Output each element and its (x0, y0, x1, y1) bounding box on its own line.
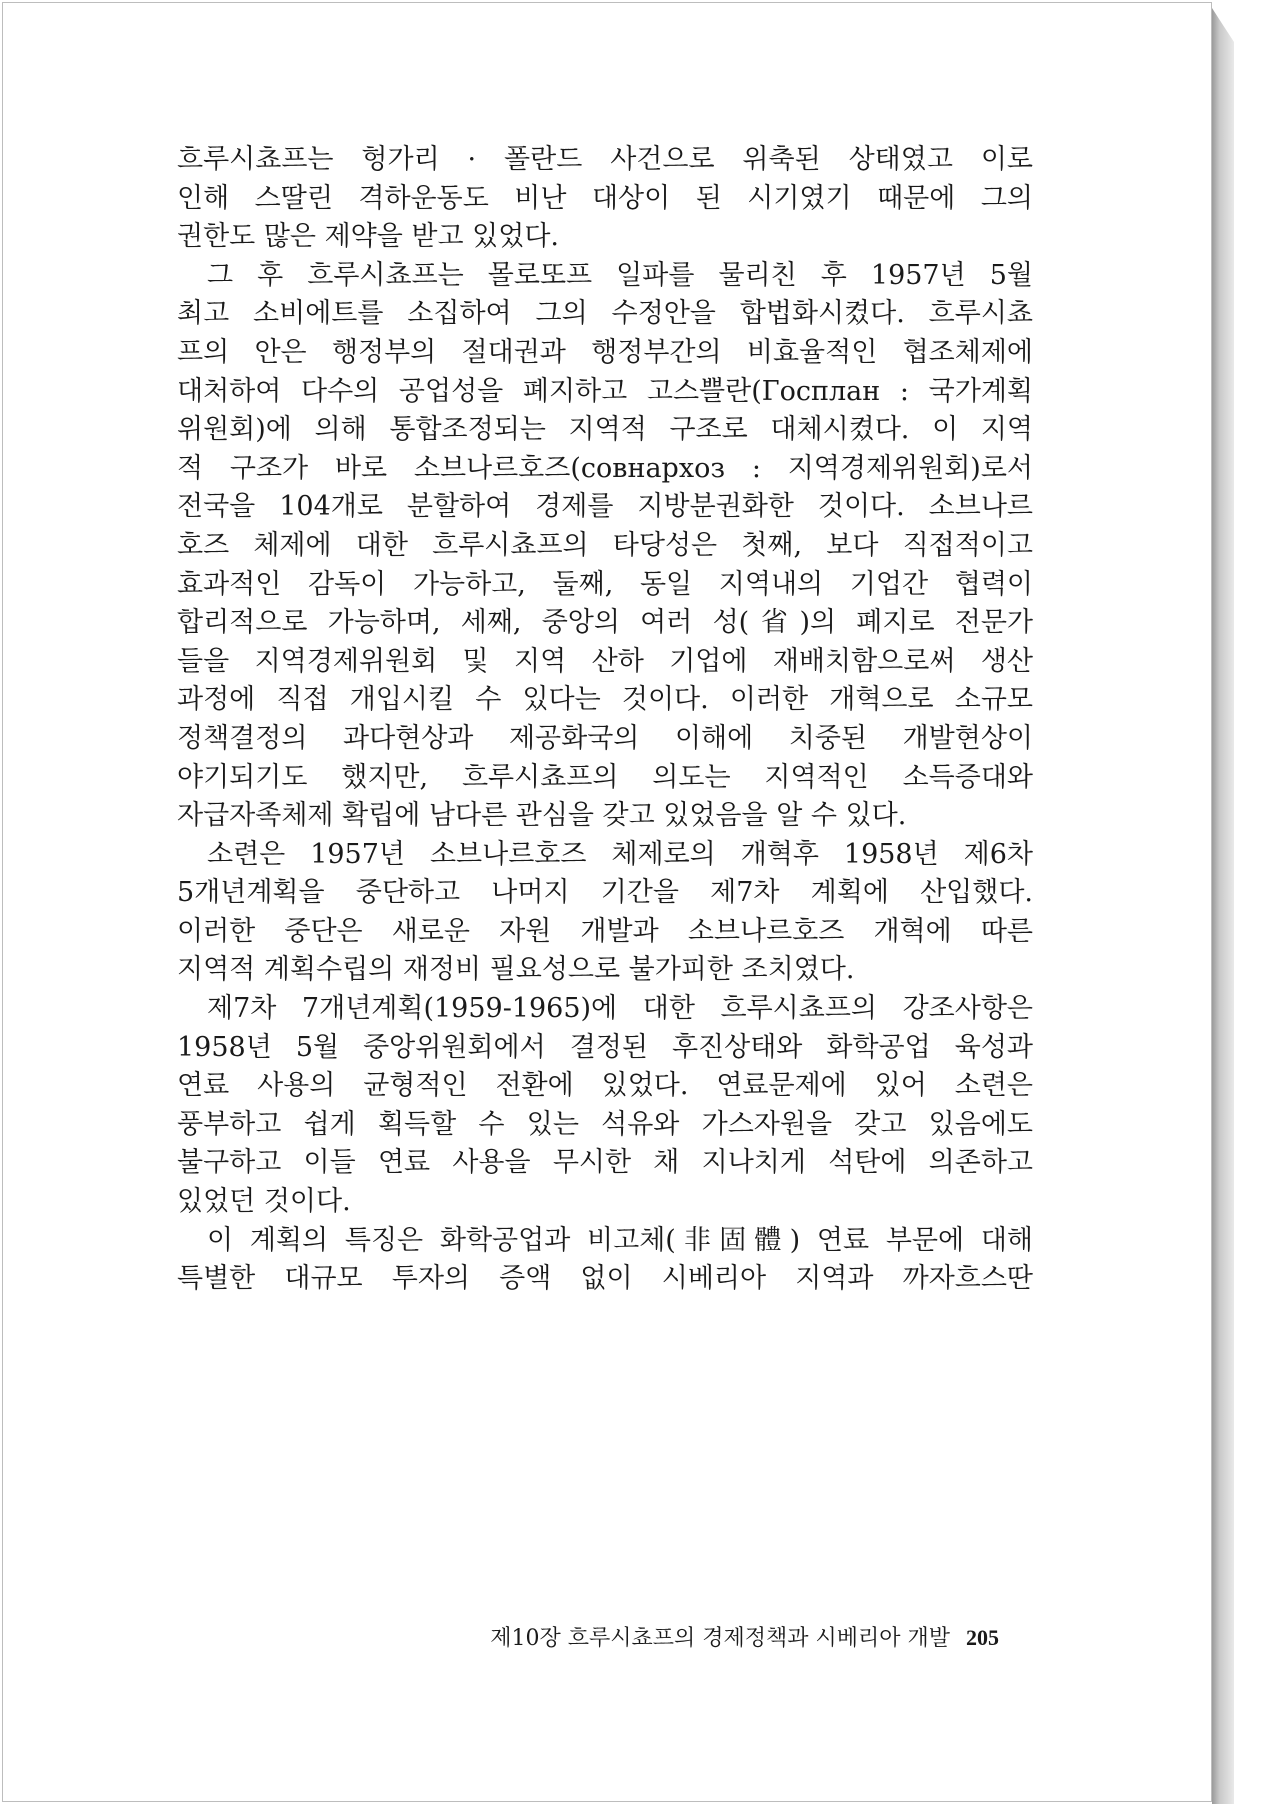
text-line: 위원회)에 의해 통합조정되는 지역적 구조로 대체시켰다. 이 지역 (177, 414, 1033, 446)
text-line: 제7차 7개년계획(1959-1965)에 대한 흐루시쵸프의 강조사항은 (207, 993, 1033, 1025)
text-line: 야기되기도 했지만, 흐루시쵸프의 의도는 지역적인 소득증대와 (177, 761, 1033, 793)
text-line: 이러한 중단은 새로운 자원 개발과 소브나르호즈 개혁에 따른 (177, 915, 1033, 947)
text-line: 최고 소비에트를 소집하여 그의 수정안을 합법화시켰다. 흐루시쵸 (177, 298, 1033, 330)
text-line: 정책결정의 과다현상과 제공화국의 이해에 치중된 개발현상이 (177, 722, 1033, 754)
text-line: 소련은 1957년 소브나르호즈 체제로의 개혁후 1958년 제6차 (207, 838, 1033, 870)
text-line: 효과적인 감독이 가능하고, 둘째, 동일 지역내의 기업간 협력이 (177, 568, 1033, 600)
text-line: 적 구조가 바로 소브나르호즈(совнархоз : 지역경제위원회)로서 (177, 452, 1033, 484)
text-line: 권한도 많은 제약을 받고 있었다. (177, 221, 559, 253)
text-line: 1958년 5월 중앙위원회에서 결정된 후진상태와 화학공업 육성과 (177, 1031, 1033, 1063)
text-line: 전국을 104개로 분할하여 경제를 지방분권화한 것이다. 소브나르 (177, 491, 1033, 523)
page-curl-shadow (1212, 8, 1234, 1804)
text-line: 합리적으로 가능하며, 세째, 중앙의 여러 성(省)의 폐지로 전문가 (177, 607, 1033, 639)
text-line: 지역적 계획수립의 재정비 필요성으로 불가피한 조치였다. (177, 954, 855, 986)
text-line: 들을 지역경제위원회 및 지역 산하 기업에 재배치함으로써 생산 (177, 645, 1033, 677)
running-head: 제10장 흐루시쵸프의 경제정책과 시베리아 개발 (490, 1626, 950, 1651)
text-line: 인해 스딸린 격하운동도 비난 대상이 된 시기였기 때문에 그의 (177, 182, 1033, 214)
page-number: 205 (966, 1625, 999, 1650)
book-page (2, 2, 1212, 1802)
text-line: 이 계획의 특징은 화학공업과 비고체(非固體) 연료 부문에 대해 (207, 1224, 1033, 1256)
text-line: 연료 사용의 균형적인 전환에 있었다. 연료문제에 있어 소련은 (177, 1070, 1033, 1102)
body-text (177, 141, 1033, 1299)
text-line: 과정에 직접 개입시킬 수 있다는 것이다. 이러한 개혁으로 소규모 (177, 684, 1033, 716)
page-footer (203, 1623, 999, 1654)
text-line: 불구하고 이들 연료 사용을 무시한 채 지나치게 석탄에 의존하고 (177, 1147, 1033, 1179)
text-line: 흐루시쵸프는 헝가리 · 폴란드 사건으로 위축된 상태였고 이로 (177, 144, 1033, 175)
text-line: 자급자족체제 확립에 남다른 관심을 갖고 있었음을 알 수 있다. (177, 800, 907, 832)
text-line: 대처하여 다수의 공업성을 폐지하고 고스쁠란(Госплан : 국가계획 (177, 375, 1033, 407)
text-line: 있었던 것이다. (177, 1186, 351, 1218)
text-line: 풍부하고 쉽게 획득할 수 있는 석유와 가스자원을 갖고 있음에도 (177, 1108, 1033, 1140)
text-line: 그 후 흐루시쵸프는 몰로또프 일파를 물리친 후 1957년 5월 (207, 259, 1033, 291)
text-line: 호즈 체제에 대한 흐루시쵸프의 타당성은 첫째, 보다 직접적이고 (177, 529, 1033, 561)
text-line: 5개년계획을 중단하고 나머지 기간을 제7차 계획에 산입했다. (177, 877, 1033, 909)
text-line: 프의 안은 행정부의 절대권과 행정부간의 비효율적인 협조체제에 (177, 336, 1033, 368)
text-line: 특별한 대규모 투자의 증액 없이 시베리아 지역과 까자흐스딴 (177, 1263, 1033, 1295)
